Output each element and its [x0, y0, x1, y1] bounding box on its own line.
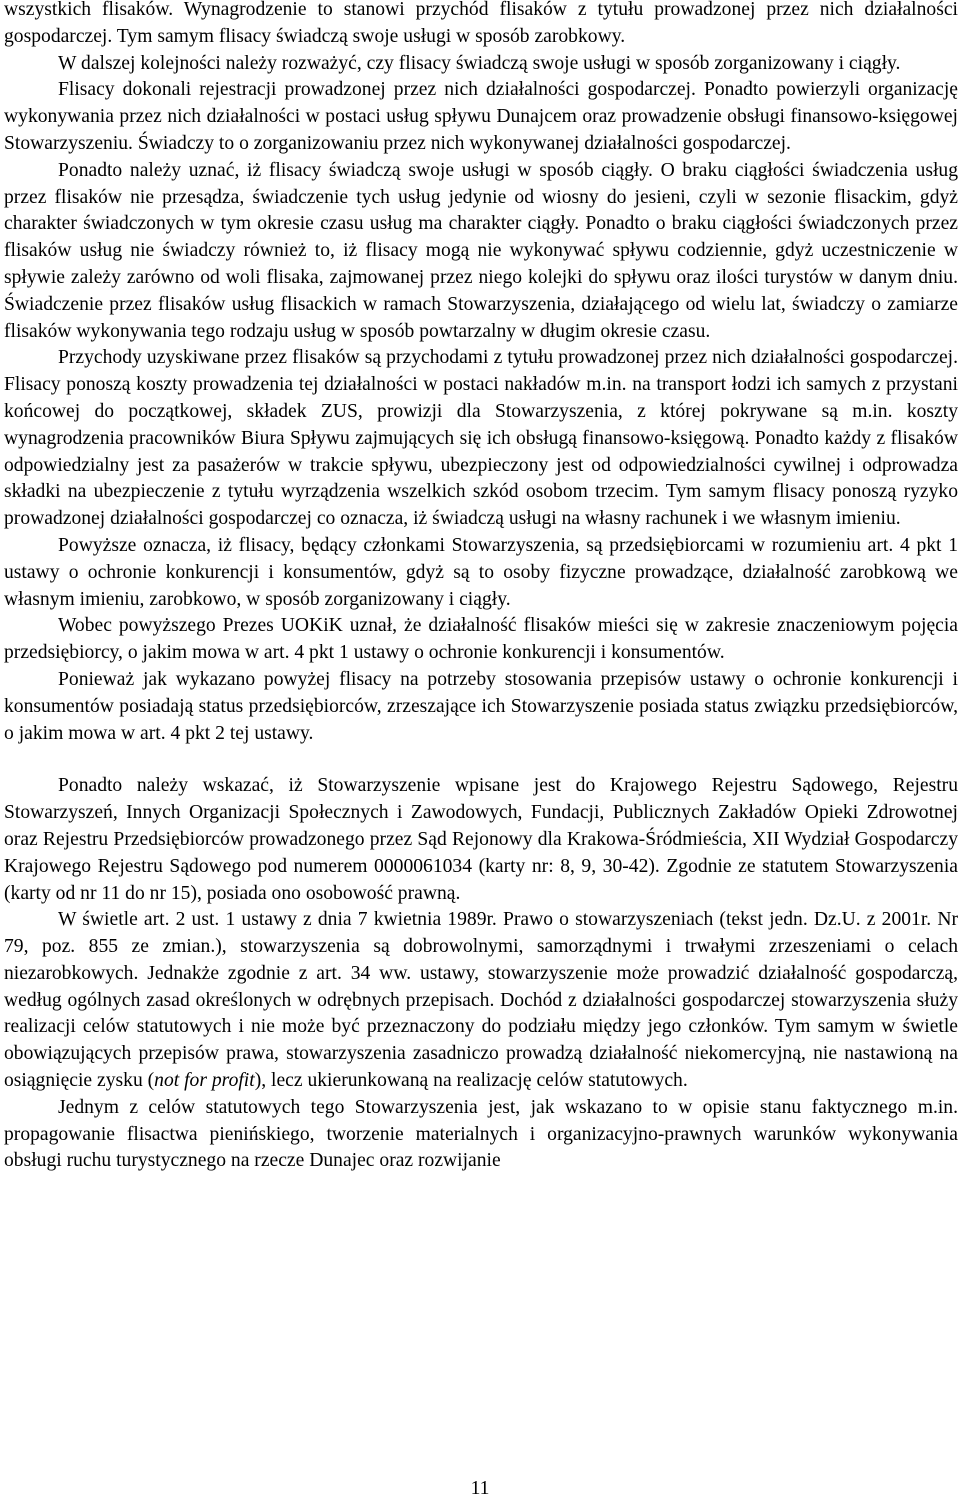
paragraph-text: ), lecz ukierunkowaną na realizację celów statutowych.: [254, 1070, 688, 1092]
paragraph: Wobec powyższego Prezes UOKiK uznał, że działalność flisaków mieści się w zakresie znaczeniowym pojęcia przedsiębiorcy, o jakim mowa w art. 4 pkt 1 ustawy o ochronie konkurencji i konsumentów.: [4, 615, 958, 664]
paragraph: Ponieważ jak wykazano powyżej flisacy na potrzeby stosowania przepisów ustawy o ochronie konkurencji i konsumentów posiadają status przedsiębiorców, zrzeszające ich Stowarzyszenie posiada status związku przedsiębiorców, o jakim mowa w art. 4 pkt 2 tej ustawy.: [4, 668, 958, 744]
paragraph: W dalszej kolejności należy rozważyć, czy flisacy świadczą swoje usługi w sposób zorganizowany i ciągły.: [58, 52, 901, 74]
paragraph-text: W świetle art. 2 ust. 1 ustawy z dnia 7 kwietnia 1989r. Prawo o stowarzyszeniach (tekst jedn. Dz.U. z 2001r. Nr 79, poz. 855 ze zmian.), stowarzyszenia są dobrowolnymi, samorządnymi i trwałymi zrzeszeniami o celach niezarobkowych. Jednakże zgodnie z art. 34 ww. ustawy, stowarzyszenie może prowadzić działalność gospodarczą, według ogólnych zasad określonych w odrębnych przepisach. Dochód z działalności gospodarczej stowarzyszenia służy realizacji celów statutowych i nie może być przeznaczony do podziału między jego członków. Tym samym w świetle obowiązujących przepisów prawa, stowarzyszenia zasadniczo prowadzą działalność niekomercyjną, nie nastawioną na osiągnięcie zysku (: [4, 909, 958, 1092]
paragraph: Powyższe oznacza, iż flisacy, będący członkami Stowarzyszenia, są przedsiębiorcami w rozumieniu art. 4 pkt 1 ustawy o ochronie konkurencji i konsumentów, gdyż są to osoby fizyczne prowadzące, działalność zarobkową we własnym imieniu, zarobkowo, w sposób zorganizowany i ciągły.: [4, 534, 958, 610]
paragraph: Przychody uzyskiwane przez flisaków są przychodami z tytułu prowadzonej przez nich działalności gospodarczej. Flisacy ponoszą koszty prowadzenia tej działalności w postaci nakładów m.in. na transport łodzi ich samych z przystani końcowej do początkowej, składek ZUS, prowizji dla Stowarzyszenia, z której pokrywane są m.in. koszty wynagrodzenia pracowników Biura Spływu zajmujących się ich obsługą finansowo-księgową. Ponadto każdy z flisaków odpowiedzialny jest za pasażerów w trakcie spływu, ubezpieczony jest od odpowiedzialności cywilnej i odprowadza składki na ubezpieczenie z tytułu wyrządzenia wszelkich szkód osobom trzecim. Tym samym flisacy ponoszą ryzyko prowadzonej działalności gospodarczej co oznacza, iż świadczą usługi na własny rachunek i we własnym imieniu.: [4, 347, 958, 530]
italic-phrase: not for profit: [154, 1070, 255, 1092]
paragraph: wszystkich flisaków. Wynagrodzenie to stanowi przychód flisaków z tytułu prowadzonej przez nich działalności gospodarczej. Tym samym flisacy świadczą swoje usługi w sposób zarobkowy.: [4, 0, 958, 47]
page-number: 11: [470, 1478, 490, 1499]
paragraph-with-italic: [4, 907, 958, 1095]
paragraph: Ponadto należy wskazać, iż Stowarzyszenie wpisane jest do Krajowego Rejestru Sądowego, Rejestru Stowarzyszeń, Innych Organizacji Społecznych i Zawodowych, Fundacji, Publicznych Zakładów Opieki Zdrowotnej oraz Rejestru Przedsiębiorców prowadzonego przez Sąd Rejonowy dla Krakowa-Śródmieścia, XII Wydział Gospodarczy Krajowego Rejestru Sądowego pod numerem 0000061034 (karty nr: 8, 9, 30-42). Zgodnie ze statutem Stowarzyszenia (karty od nr 11 do nr 15), posiada ono osobowość prawną.: [4, 775, 958, 904]
document-body: [4, 0, 958, 1175]
paragraph: Ponadto należy uznać, iż flisacy świadczą swoje usługi w sposób ciągły. O braku ciągłości świadczenia usług przez flisaków nie przesądza, świadczenie tych usług jedynie od wiosny do jesieni, czyli w sezonie flisackim, gdyż charakter świadczonych w tym okresie czasu usług ma charakter ciągły. Ponadto o braku ciągłości świadczonych przez flisaków usług nie świadczy również to, iż flisacy mogą nie wykonywać spływu codziennie, gdyż uczestniczenie w spływie zależy zarówno od woli flisaka, zajmowanej przez niego kolejki do spływu oraz ilości turystów w danym dniu. Świadczenie przez flisaków usług flisackich w ramach Stowarzyszenia, działającego od wielu lat, świadczy o zamiarze flisaków wykonywania tego rodzaju usług w sposób powtarzalny w długim okresie czasu.: [4, 159, 958, 342]
paragraph: Flisacy dokonali rejestracji prowadzonej przez nich działalności gospodarczej. Ponadto powierzyli organizację wykonywania przez nich działalności w postaci usług spływu Dunajcem oraz prowadzenie obsługi finansowo-księgowej Stowarzyszeniu. Świadczy to o zorganizowaniu przez nich wykonywanej działalności gospodarczej.: [4, 79, 958, 154]
paragraph: Jednym z celów statutowych tego Stowarzyszenia jest, jak wskazano to w opisie stanu faktycznego m.in. propagowanie flisactwa pienińskiego, tworzenie materialnych i organizacyjno-prawnych warunków wykonywania obsługi ruchu turystycznego na rzecze Dunajec oraz rozwijanie: [4, 1096, 958, 1172]
